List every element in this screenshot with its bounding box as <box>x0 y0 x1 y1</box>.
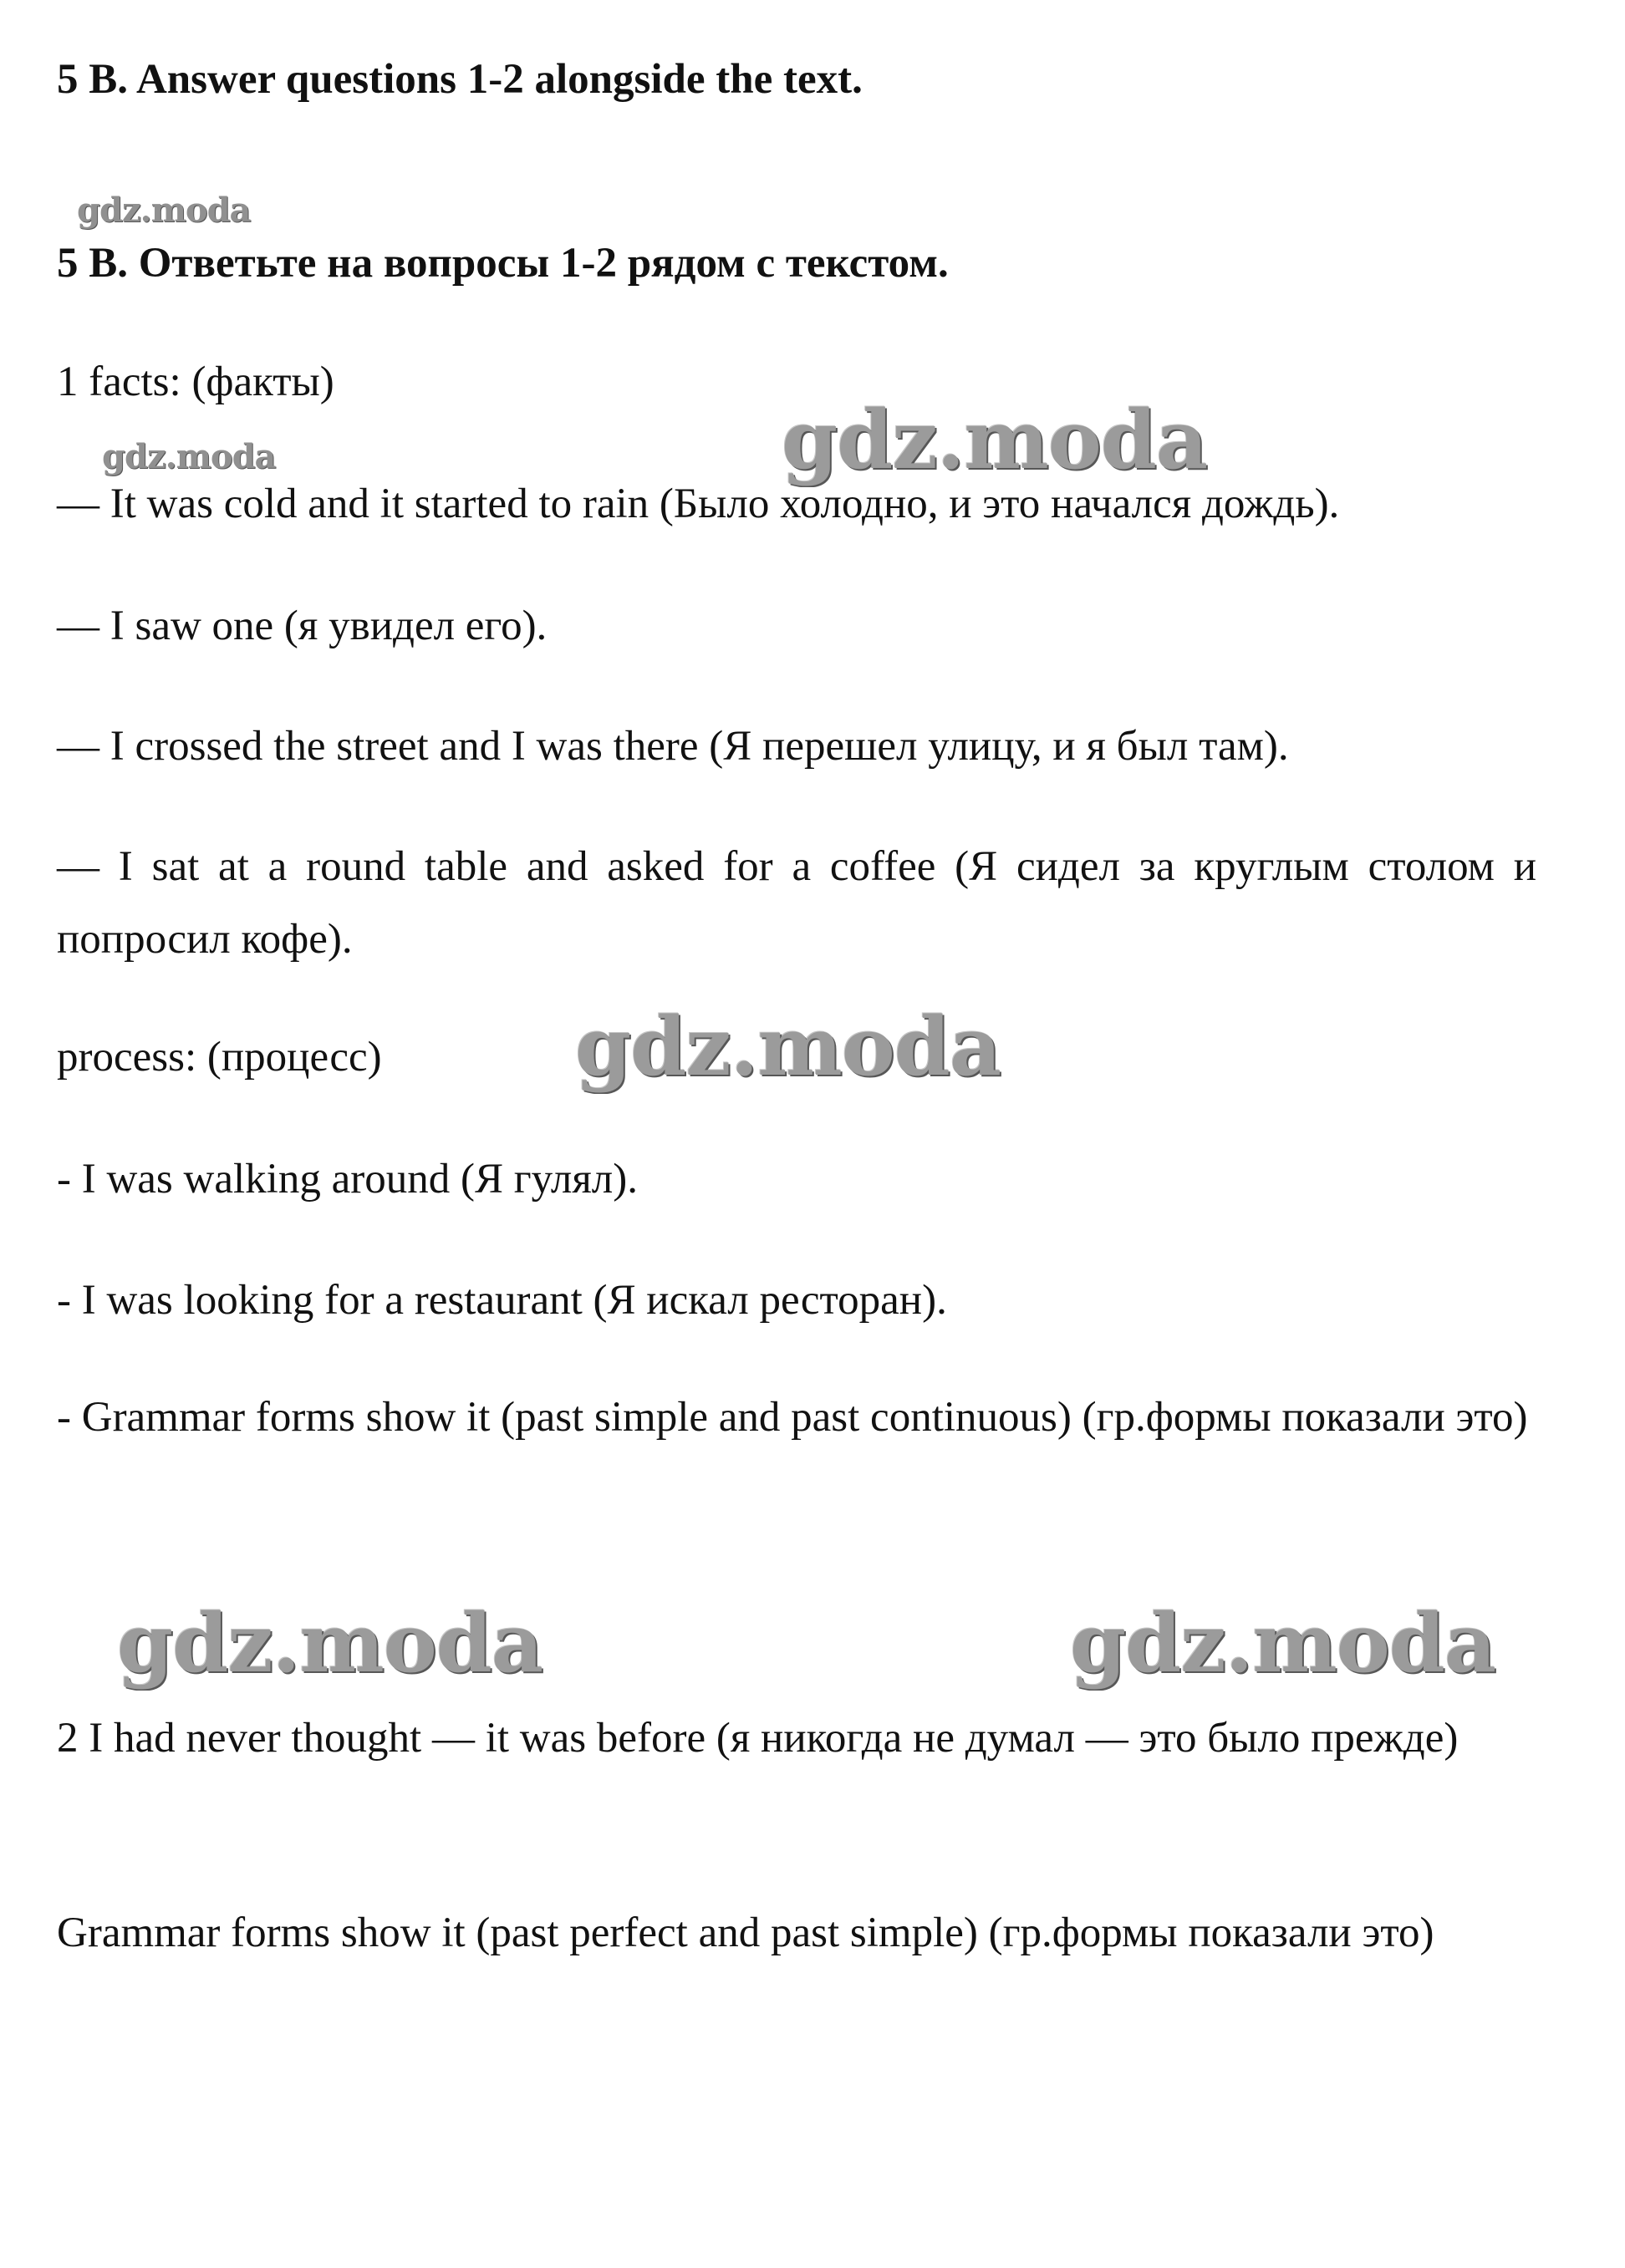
process-item: - I was walking around (Я гулял). <box>57 1156 638 1203</box>
facts-label: 1 facts: (факты) <box>57 359 334 405</box>
fact-item: — I sat at a round table and asked for a coffee (Я сидел за круглым столом и попросил кофе). <box>57 843 1536 963</box>
watermark: gdz.moda <box>117 1596 543 1691</box>
process-item: - I was looking for a restaurant (Я искал ресторан). <box>57 1277 947 1324</box>
watermark: gdz.moda <box>575 999 1001 1094</box>
watermark: gdz.moda <box>77 191 251 230</box>
answer-2: 2 I had never thought — it was before (я никогда не думал — это было прежде) <box>57 1715 1459 1762</box>
watermark: gdz.moda <box>102 437 276 476</box>
watermark: gdz.moda <box>1070 1596 1496 1691</box>
answer-2-note: Grammar forms show it (past perfect and past simple) (гр.формы показали это) <box>57 1909 1434 1956</box>
heading-english: 5 B. Answer questions 1-2 alongside the text. <box>57 56 863 103</box>
process-label: process: (процесс) <box>57 1034 382 1081</box>
fact-item: — It was cold and it started to rain (Было холодно, и это начался дождь). <box>57 481 1340 527</box>
fact-item: — I crossed the street and I was there (Я перешел улицу, и я был там). <box>57 723 1289 770</box>
fact-item: — I saw one (я увидел его). <box>57 603 548 649</box>
process-item: - Grammar forms show it (past simple and past continuous) (гр.формы показали это) <box>57 1394 1528 1441</box>
watermark: gdz.moda <box>782 393 1208 487</box>
heading-russian: 5 B. Ответьте на вопросы 1-2 рядом с текстом. <box>57 240 949 287</box>
